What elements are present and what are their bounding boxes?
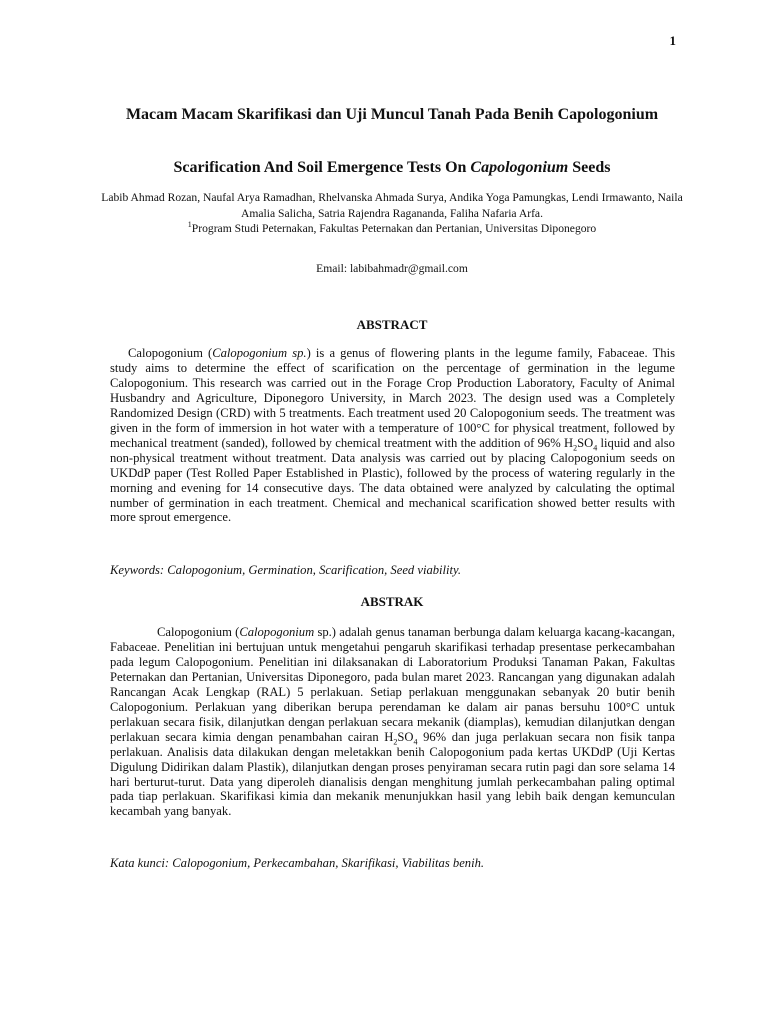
abstract-id-text: 96% dan juga perlakuan secara non fisik tanpa perlakuan. Analisis data dilakukan dengan meletakkan benih Calopogonium pada kertas UKDdP (Uji Kertas Digulung Didirikan dalam Plastik), dilanjutkan dengan proses penyiraman secara rutin pagi dan sore selama 14 hari berturut-turut. Data yang diperoleh dianalisis dengan menghitung jumlah perkecambahan paling optimal pada tiap perlakuan. Skarifikasi kimia dan mekanik menunjukkan hasil yang lebih baik dengan kemunculan kecambah yang banyak.: [110, 729, 675, 819]
abstract-english-body: [110, 346, 675, 525]
subscript: 2: [393, 737, 398, 747]
abstract-en-text: liquid and also non-physical treatment without treatment. Data analysis was carried out by placing Calopogonium seeds on UKDdP paper (Test Rolled Paper Established in Plastic), followed by the process of watering regularly in the morning and evening for 14 consecutive days. The data obtained were analyzed by calculating the optimal number of germination in each treatment. Chemical and mechanical scarification showed better results with more sprout emergence.: [110, 435, 675, 525]
keywords-id-text: Kata kunci: Calopogonium, Perkecambahan, Skarifikasi, Viabilitas benih.: [110, 856, 485, 870]
title-en-prefix: Scarification And Soil Emergence Tests On: [173, 159, 471, 176]
abstrak-heading: ABSTRAK: [360, 594, 424, 609]
abstract-id-text: SO: [397, 729, 414, 744]
keywords-english: [110, 563, 675, 578]
subscript: 4: [413, 737, 418, 747]
abstract-en-text: SO: [577, 435, 594, 450]
page-number: 1: [669, 33, 676, 48]
abstract-indonesian-body: [110, 625, 675, 819]
abstract-en-text: Calopogonium (: [128, 346, 213, 360]
corresponding-email: Email: labibahmadr@gmail.com: [316, 262, 468, 275]
subscript: 4: [593, 443, 598, 453]
author-names: Labib Ahmad Rozan, Naufal Arya Ramadhan, Rhelvanska Ahmada Surya, Andika Yoga Pamungkas, Lendi Irmawanto, Naila Amalia Salicha, Satria Rajendra Raganandа, Faliha Nafaria Arfa.: [101, 191, 683, 220]
abstract-heading: ABSTRACT: [356, 317, 428, 332]
keywords-indonesian: [110, 856, 675, 871]
affiliation-mark: 1: [187, 220, 192, 230]
title-en-suffix: Seeds: [568, 159, 611, 176]
abstract-en-text: ) is a genus of flowering plants in the legume family, Fabaceae. This study aims to determine the effect of scarification on the percentage of germination in the legume Calopogonium. This research was carried out in the Forage Crop Production Laboratory, Faculty of Animal Husbandry and Agriculture, Diponegoro University, in March 2023. The design used was a Completely Randomized Design (CRD) with 5 treatments. Each treatment used 20 Calopogonium seeds. The treatment was given in the form of immersion in hot water with a temperature of 100°C for physical treatment, followed by mechanical treatment (sanded), followed by chemical treatment with the addition of 96% H: [110, 346, 675, 450]
affiliation: Program Studi Peternakan, Fakultas Peternakan dan Pertanian, Universitas Diponegoro: [191, 222, 597, 235]
title-en-genus: Capologonium: [470, 159, 569, 176]
abstract-en-species: Calopogonium sp.: [212, 346, 307, 360]
paper-title-indonesian: Macam Macam Skarifikasi dan Uji Muncul Tanah Pada Benih Capologonium: [125, 106, 659, 123]
subscript: 2: [573, 443, 578, 453]
abstract-id-text: sp.) adalah genus tanaman berbunga dalam keluarga kacang-kacangan, Fabaceae. Penelitian ini bertujuan untuk mengetahui pengaruh skarifikasi terhadap presentase perkecambahan pada legum Calopogonium. Penelitian ini dilaksanakan di Laboratorium Produksi Tanaman Pakan, Fakultas Peternakan dan Pertanian, Universitas Diponegoro, pada bulan maret 2023. Rancangan yang digunakan adalah Rancangan Acak Lengkap (RAL) 5 perlakuan. Setiap perlakuan menggunakan sebanyak 20 butir benih Calopogonium. Perlakuan yang diberikan berupa perendaman ke dalam air panas bersuhu 100°C untuk perlakuan secara fisik, dilanjutkan dengan perlakuan secara mekanik (diamplas), kemudian dilanjutkan dengan perlakuan secara kimia dengan penambahan cairan H: [110, 625, 675, 744]
author-block: [100, 190, 684, 237]
paper-title-english: [100, 157, 684, 178]
keywords-en-text: Keywords: Calopogonium, Germination, Scarification, Seed viability.: [110, 563, 462, 577]
abstract-id-text: Calopogonium (: [157, 625, 240, 639]
abstract-id-species: Calopogonium: [239, 625, 315, 639]
